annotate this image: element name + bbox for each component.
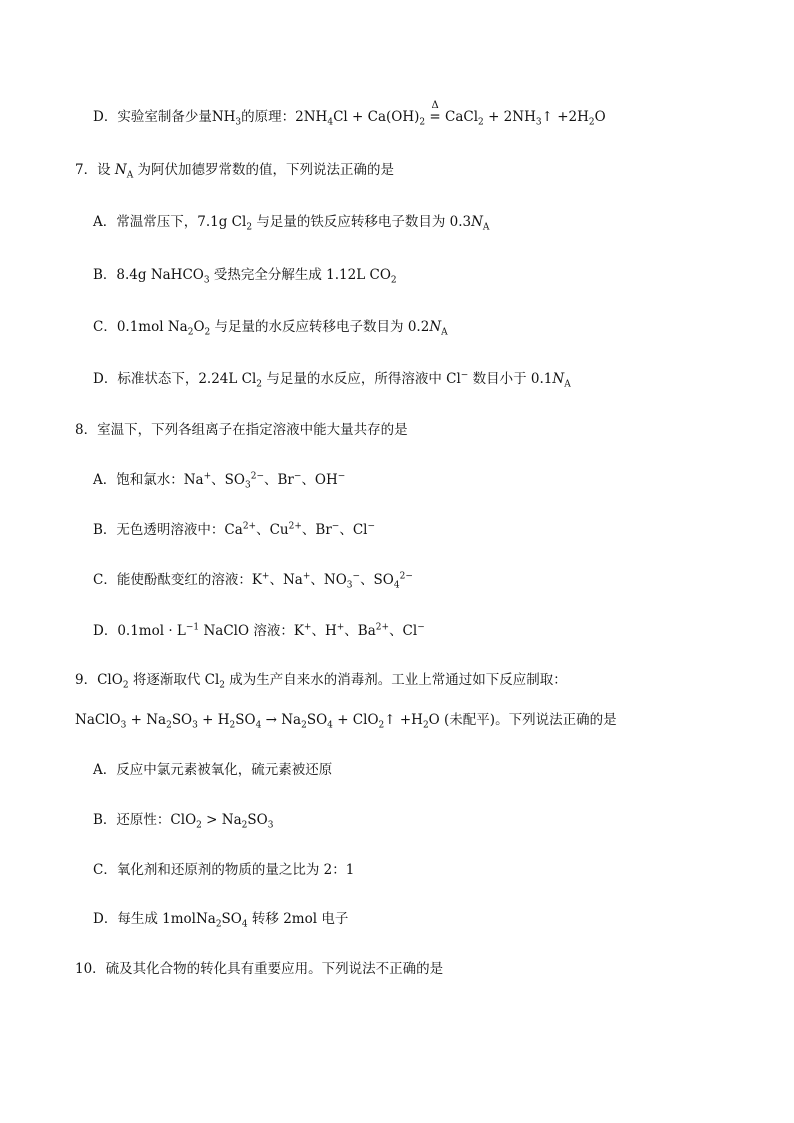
q7-option-a: A．常温常压下，7.1g $Cl_2$ 与足量的铁反应转移电子数目为 $0.3N_A$ (93, 214, 490, 233)
q8-option-b: B．无色透明溶液中：$Ca^{2+}$、$Cu^{2+}$、Br−、Cl− (93, 521, 376, 538)
q9-option-d: D．每生成 $1molNa_2SO_4$ 转移 2mol 电子 (93, 911, 349, 930)
q7-option-d: D．标准状态下，2.24L $Cl_2$ 与足量的水反应，所得溶液中 Cl− 数目小于 $0.1N_A$ (93, 370, 571, 390)
q9-option-a: A．反应中氯元素被氧化，硫元素被还原 (93, 762, 333, 778)
q8-option-d: D．$0.1mol \cdot L^{-1}$ NaClO 溶液：K+、H+、$Ba^{2+}$、Cl− (93, 622, 425, 639)
question-9: 9．ClO$_2$ 将逐渐取代 $Cl_2$ 成为生产自来水的消毒剂。工业上常通过如下反应制取： (75, 672, 567, 691)
q8-option-a: A．饱和氯水：Na+、$SO_3^{2-}$、Br−、OH− (93, 471, 346, 491)
question-8: 8．室温下，下列各组离子在指定溶液中能大量共存的是 (75, 422, 408, 438)
q6-option-d: D．实验室制备少量$NH_3$的原理：$2NH_4Cl + Ca(OH)_2$ Δ = CaCl$_2$ + $2NH_3↑ +2H_2O$ (93, 100, 606, 128)
q7-option-c: C．0.1mol $Na_2O_2$ 与足量的水反应转移电子数目为 $0.2N_A$ (93, 319, 448, 338)
q7-option-b: B．8.4g NaHCO$_3$ 受热完全分解生成 1.12L $CO_2$ (93, 267, 397, 286)
q9-option-b: B．还原性：$ClO_2 > Na_2SO_3$ (93, 812, 274, 831)
q8-option-c: C．能使酚酞变红的溶液：K+、Na+、$NO_3^-$、$SO_4^{2-}$ (93, 571, 413, 591)
q9-equation: NaClO$_3$ + $Na_2SO_3 + H_2SO_4 \to Na_2SO_4$ + ClO$_2$↑ $+H_2O$ (未配平)。下列说法正确的是 (75, 712, 617, 731)
question-7: 7．设 $N_A$ 为阿伏加德罗常数的值，下列说法正确的是 (75, 162, 394, 181)
question-10: 10．硫及其化合物的转化具有重要应用。下列说法不正确的是 (75, 961, 444, 977)
q9-option-c: C．氧化剂和还原剂的物质的量之比为 2：1 (93, 862, 355, 878)
